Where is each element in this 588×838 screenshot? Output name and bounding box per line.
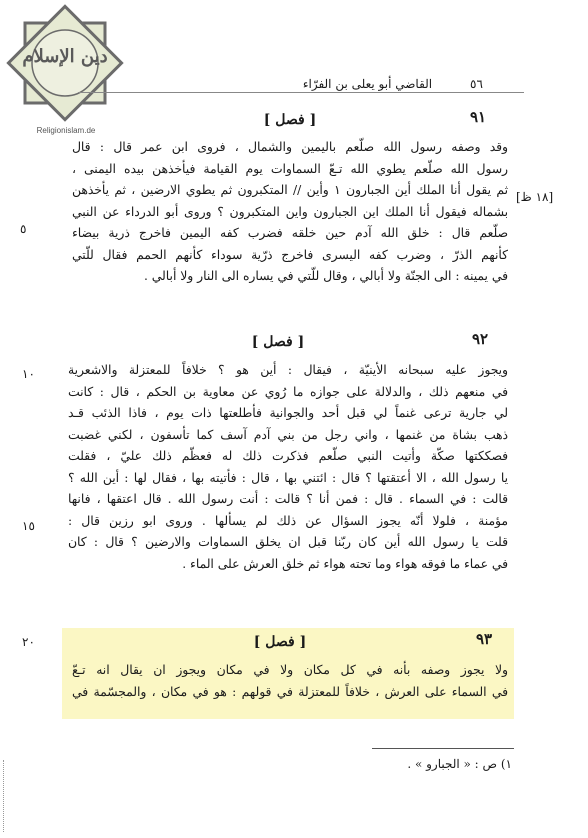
text-line: بشماله فيقول أنا الملك اين الجبارون واين المتكبرون ؟ وروى أبو الدرداء عن النبي — [72, 204, 508, 219]
text-line: في السماء على العرش ، خلافاً للمعتزلة في قولهم : هو في مكان ، والمجسّمة في — [72, 684, 508, 699]
text-line: لي جارية ترعى غنماً لي قبل أحد والجوانية فأطلعتها ذات يوم ، فاذا الذئب قـد — [68, 406, 508, 420]
section-paragraph — [68, 360, 508, 575]
text-line: كأنهم الذرّ ، وضرب كفه اليسرى فاخرج ذرّية سوداء كأنهم الحمم فقال للّتي — [72, 247, 508, 262]
footnote-rule — [372, 748, 514, 749]
text-line: ثم يقول أنا الملك أين الجبارون ١ وأين // المتكبرون ثم يطوي الارضين ، ثم يأخذهن — [72, 183, 508, 197]
site-logo — [6, 4, 124, 122]
footnote: ١) ص : « الجبارو » . — [407, 757, 512, 771]
text-line: قلت يا رسول الله أين كان ربّنا قبل ان يخلق السماوات والارضين ؟ قال : كان — [68, 535, 508, 549]
logo-text: دين الإسلام — [22, 46, 108, 67]
text-line: ولا يجوز وصفه بأنه في كل مكان ولا في مكان ويجوز ان يقال انه تـعّ — [72, 663, 508, 677]
line-number-10: ١٠ — [22, 367, 35, 381]
text-line: صلّعم قال : خلق الله آدم حين خلقه فضرب كفه اليمين فاخرج ذرية بيضاء — [72, 226, 508, 240]
text-line: في عماء ما فوقه هواء وما تحته هواء ثم خلق العرش على الماء . — [182, 556, 508, 571]
header-rule — [78, 92, 524, 93]
text-line: رسول الله صلّعم يطوي الله تـعّ السماوات يوم القيامة فيأخذهن بيده اليمنى ، — [72, 161, 508, 176]
line-number-15: ١٥ — [22, 519, 35, 533]
section-number: ٩١ — [470, 108, 487, 126]
section-number: ٩٢ — [472, 330, 489, 348]
text-line: وقد وصفه رسول الله صلّعم باليمين والشمال ، فروى ابن عمر قال : قال — [72, 140, 508, 154]
line-number-20: ٢٠ — [22, 635, 35, 649]
section-number: ٩٣ — [476, 630, 493, 648]
text-line: قالت : في السماء . قال : فمن أنا ؟ قالت : أنت رسول الله . قال اعتقها ، فانها — [68, 492, 508, 506]
scan-edge-mark — [3, 760, 4, 832]
section-paragraph — [72, 137, 508, 288]
page-number: ٥٦ — [470, 77, 483, 91]
text-line: ويجوز عليه سبحانه الأينيّة ، فيقال : أين هو ؟ خلافاً للمعتزلة والاشعرية — [68, 363, 508, 377]
text-line: فصككتها صكّة وأتيت النبي صلّعم فذكرت ذلك له فعظّم ذلك عليّ ، فقلت — [68, 449, 508, 463]
text-line: ذهب بشاة من غنمها ، واني رجل من بني آدم آسف كما تأسفون ، لكني غضبت — [68, 427, 508, 442]
section-title: [ فصل ] — [263, 112, 317, 128]
section-title: [ فصل ] — [251, 334, 305, 350]
section-title: [ فصل ] — [253, 634, 307, 650]
text-line: مؤمنة ، فلولا أنّه يجوز السؤال عن ذلك لم يسألها . وروى ابو رزين قال : — [68, 513, 508, 528]
text-line: في منعهم ذلك ، والدلالة على جوازه ما رُوي عن معاوية بن الحكم ، قال : كانت — [68, 384, 508, 399]
folio-reference: [١٨ ظ] — [516, 190, 554, 204]
text-line: يا رسول الله ، الا أعتقتها ؟ قال : ائتني بها ، قال : فأتيته بها ، فقال لها : أين الله ؟ — [68, 470, 508, 485]
logo-caption: Religionislam.de — [36, 126, 96, 135]
section-paragraph — [72, 660, 508, 703]
line-number-5: ٥ — [20, 222, 27, 236]
running-title: القاضي أبو يعلى بن الفرّاء — [302, 77, 433, 91]
text-line: في يمينه : الى الجنّة ولا أبالي ، وقال للّتي في يساره الى النار ولا أبالي . — [143, 269, 508, 283]
